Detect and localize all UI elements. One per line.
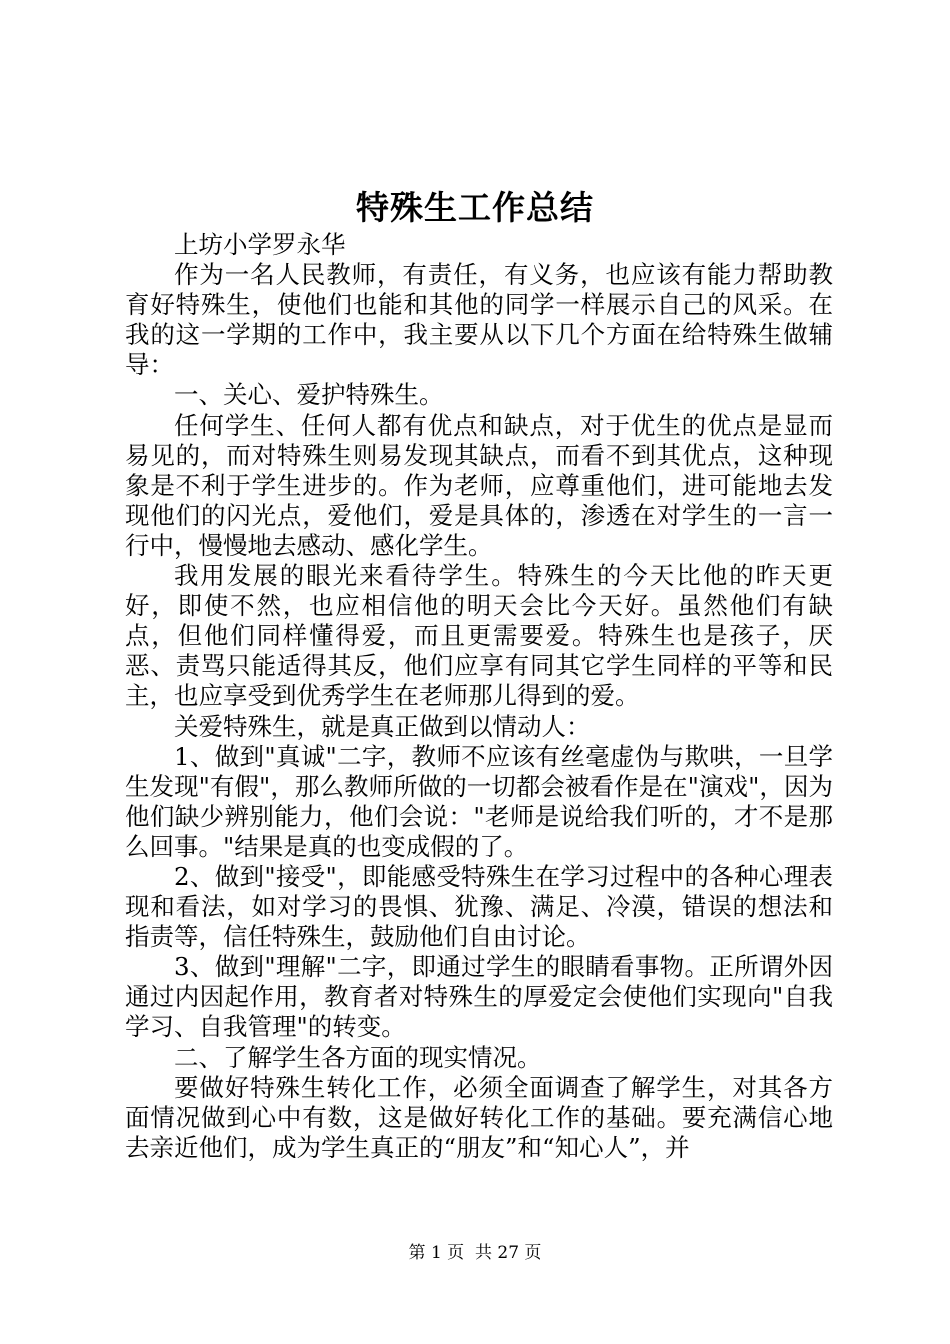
paragraph: 任何学生、任何人都有优点和缺点，对于优生的优点是显而易见的，而对特殊生则易发现其缺点，而看不到其优点，这种现象是不利于学生进步的。作为老师，应尊重他们，进可能地去发现他们的闪光点，爱他们，爱是具体的，渗透在对学生的一言一行中，慢慢地去感动、感化学生。: [125, 410, 833, 560]
paragraph: 我用发展的眼光来看待学生。特殊生的今天比他的昨天更好，即使不然，也应相信他的明天会比今天好。虽然他们有缺点，但他们同样懂得爱，而且更需要爱。特殊生也是孩子，厌恶、责骂只能适得其反，他们应享有同其它学生同样的平等和民主，也应享受到优秀学生在老师那儿得到的爱。: [125, 561, 833, 711]
author-line: 上坊小学罗永华: [174, 230, 346, 259]
section-heading-1: 一、关心、爱护特殊生。: [174, 380, 444, 410]
document-title: 特殊生工作总结: [356, 188, 594, 227]
list-item-1: 1、做到"真诚"二字，教师不应该有丝毫虚伪与欺哄，一旦学生发现"有假"，那么教师所做的一切都会被看作是在"演戏"，因为他们缺少辨别能力，他们会说："老师是说给我们听的，才不是那么回事。"结果是真的也变成假的了。: [125, 741, 833, 861]
paragraph-intro: 作为一名人民教师，有责任，有义务，也应该有能力帮助教育好特殊生，使他们也能和其他的同学一样展示自己的风采。在我的这一学期的工作中，我主要从以下几个方面在给特殊生做辅导：: [125, 260, 833, 380]
paragraph: 要做好特殊生转化工作，必须全面调查了解学生，对其各方面情况做到心中有数，这是做好转化工作的基础。要充满信心地去亲近他们，成为学生真正的“朋友”和“知心人”，并: [125, 1072, 833, 1162]
page-number: 第 1 页: [408, 1243, 465, 1263]
paragraph: 关爱特殊生，就是真正做到以情动人：: [174, 711, 591, 741]
page-footer: [0, 1241, 950, 1265]
section-heading-2: 二、了解学生各方面的现实情况。: [174, 1042, 542, 1072]
list-item-3: 3、做到"理解"二字，即通过学生的眼睛看事物。正所谓外因通过内因起作用，教育者对特殊生的厚爱定会使他们实现向"自我学习、自我管理"的转变。: [125, 952, 833, 1042]
list-item-2: 2、做到"接受"，即能感受特殊生在学习过程中的各种心理表现和看法，如对学习的畏惧、犹豫、满足、冷漠，错误的想法和指责等，信任特殊生，鼓励他们自由讨论。: [125, 861, 833, 952]
page-total: 共 27 页: [474, 1243, 542, 1263]
document-body: [125, 230, 833, 1163]
